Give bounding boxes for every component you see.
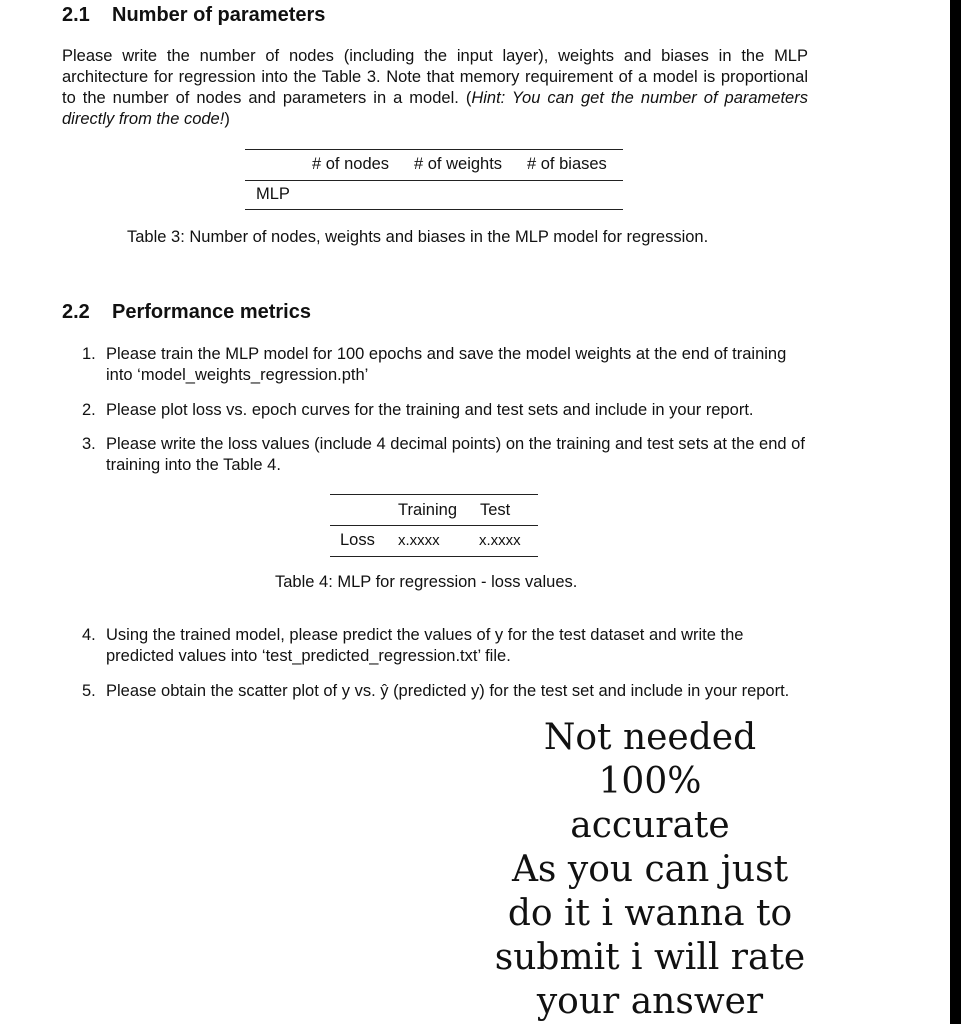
note-line: As you can just	[511, 849, 789, 890]
list-number: 5.	[82, 682, 96, 700]
overlay-note	[490, 716, 810, 1024]
table-header-biases: # of biases	[527, 155, 607, 173]
list-number: 2.	[82, 401, 96, 419]
paragraph-end: )	[224, 110, 230, 128]
section-title: Number of parameters	[112, 4, 326, 26]
list-number: 3.	[82, 435, 96, 453]
table-header-weights: # of weights	[414, 155, 503, 173]
section-title: Performance metrics	[112, 301, 311, 323]
list-text: Using the trained model, please predict the values of y for the test dataset and write the predicted values into ‘test_predicted_regression.txt’ file.	[106, 626, 744, 665]
note-line: accurate	[570, 805, 730, 846]
list-text: Please train the MLP model for 100 epochs and save the model weights at the end of training into ‘model_weights_regression.pth’	[106, 345, 787, 384]
section-number: 2.1	[62, 4, 90, 26]
hint-text: Hint: You can get the number of parameters directly from the code!	[62, 89, 808, 128]
table-mid-rule	[245, 180, 623, 181]
list-text: Please plot loss vs. epoch curves for the training and test sets and include in your report.	[106, 401, 754, 419]
list-text: Please write the loss values (include 4 decimal points) on the training and test sets at the end of training into the Table 4.	[106, 435, 805, 474]
table-3-caption: Table 3: Number of nodes, weights and biases in the MLP model for regression.	[127, 228, 709, 246]
list-item	[82, 681, 808, 702]
note-line: do it i wanna to	[507, 893, 793, 934]
table-bottom-rule	[330, 556, 538, 557]
note-line: submit i will rate	[494, 937, 806, 978]
table-header-test: Test	[480, 501, 511, 519]
section-2-1-heading	[62, 4, 325, 27]
note-line: Not needed 100%	[543, 717, 757, 802]
screen-edge-bar	[950, 0, 961, 1024]
table-4-caption: Table 4: MLP for regression - loss values.	[275, 573, 578, 591]
note-line: your answer	[536, 981, 764, 1022]
section-2-2-heading	[62, 301, 311, 324]
table-value-test: x.xxxx	[479, 532, 521, 549]
table-mid-rule	[330, 525, 538, 526]
table-top-rule	[245, 149, 623, 150]
list-item	[82, 344, 808, 386]
list-number: 4.	[82, 626, 96, 644]
table-header-training: Training	[398, 501, 457, 519]
table-header-nodes: # of nodes	[312, 155, 390, 173]
list-item	[82, 625, 808, 667]
list-text: Please obtain the scatter plot of y vs. ŷ (predicted y) for the test set and include in your report.	[106, 682, 790, 700]
paragraph-text: Please write the number of nodes (including the input layer), weights and biases in the MLP architecture for regression into the Table 3. Note that memory requirement of a model is proportional to the number of nodes and parameters in a model. (	[62, 47, 808, 107]
table-row-label: MLP	[256, 185, 290, 203]
list-number: 1.	[82, 345, 96, 363]
list-item	[82, 400, 808, 421]
table-row-label: Loss	[340, 531, 375, 549]
list-item	[82, 434, 808, 476]
section-2-1-paragraph	[62, 46, 808, 130]
table-value-training: x.xxxx	[398, 532, 440, 549]
section-number: 2.2	[62, 301, 90, 323]
table-top-rule	[330, 494, 538, 495]
table-bottom-rule	[245, 209, 623, 210]
